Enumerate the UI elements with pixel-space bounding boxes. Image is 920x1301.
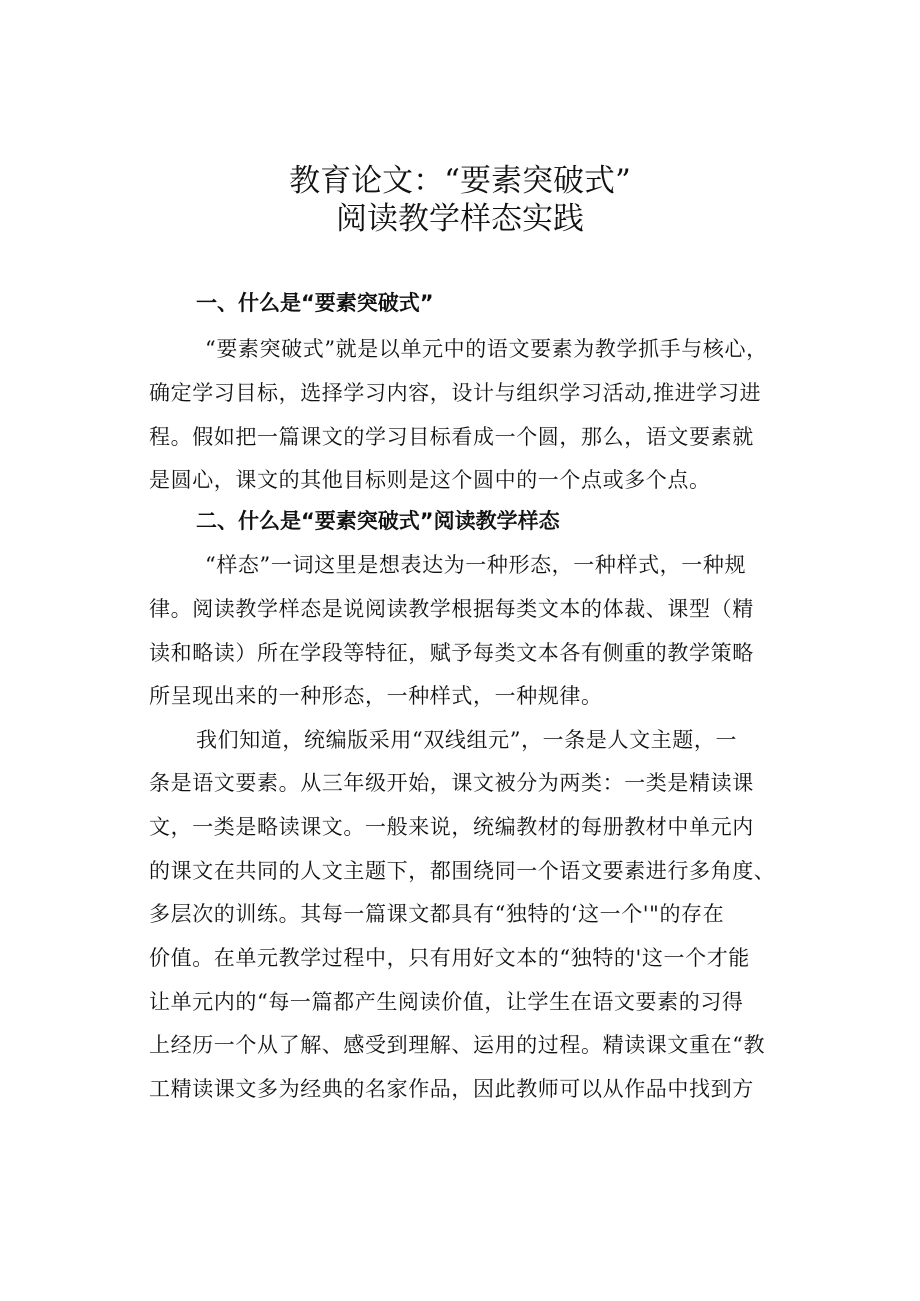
document-title-line-1: 教育论文：“要素突破式” (289, 163, 631, 199)
paragraph-line: 所呈现出来的一种形态，一种样式，一种规律。 (149, 684, 603, 708)
paragraph-line: 上经历一个从了解、感受到理解、运用的过程。精读课文重在“教 (149, 1033, 766, 1057)
paragraph-line: 条是语文要素。从三年级开始，课文被分为两类：一类是精读课 (149, 771, 754, 795)
section-1-heading: 一、什么是“要素突破式” (196, 291, 434, 315)
paragraph-line: 价值。在单元教学过程中，只有用好文本的“独特的'这一个才能 (149, 946, 750, 970)
section-2-heading: 二、什么是“要素突破式”阅读教学样态 (196, 509, 560, 533)
paragraph-line: 读和略读）所在学段等特征，赋予每类文本各有侧重的教学策略 (149, 641, 754, 665)
paragraph-line: 多层次的训练。其每一篇课文都具有“独特的‘这一个'"的存在 (149, 902, 725, 926)
document-title-line-2: 阅读教学样态实践 (336, 201, 584, 237)
paragraph-line: 文，一类是略读课文。一般来说，统编教材的每册教材中单元内 (149, 815, 754, 839)
paragraph-line: 律。阅读教学样态是说阅读教学根据每类文本的体裁、课型（精 (149, 597, 754, 621)
paragraph-line: 让单元内的“每一篇都产生阅读价值，让学生在语文要素的习得 (149, 990, 744, 1014)
paragraph-line: 的课文在共同的人文主题下，都围绕同一个语文要素进行多角度、 (149, 859, 776, 883)
paragraph-line: 我们知道，统编版采用“双线组元”，一条是人文主题，一 (196, 728, 738, 752)
paragraph-line: 程。假如把一篇课文的学习目标看成一个圆，那么，语文要素就 (149, 425, 754, 449)
paragraph-line: 工精读课文多为经典的名家作品，因此教师可以从作品中找到方 (149, 1077, 754, 1101)
paragraph-line: 确定学习目标，选择学习内容，设计与组织学习活动,推进学习进 (149, 381, 762, 405)
paragraph-line: 是圆心，课文的其他目标则是这个圆中的一个点或多个点。 (149, 468, 711, 492)
paragraph-line: “样态”一词这里是想表达为一种形态，一种样式，一种规 (205, 553, 747, 577)
paragraph-line: “要素突破式”就是以单元中的语文要素为教学抓手与核心， (205, 337, 768, 361)
